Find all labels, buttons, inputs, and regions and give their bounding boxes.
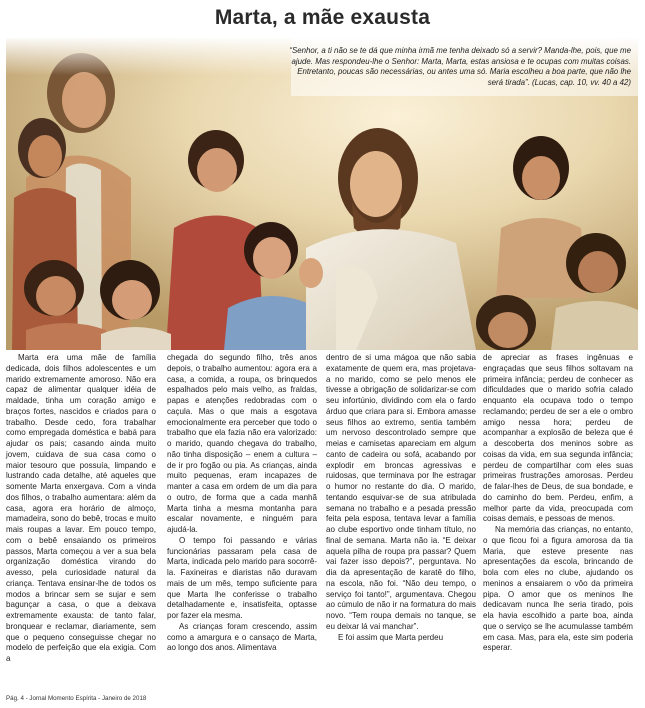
page-footer: Pág. 4 - Jornal Momento Espírita - Janeiro de 2018 (6, 695, 147, 702)
article-column-2 (167, 353, 317, 654)
epigraph-quote: “Senhor, a ti não se te dá que minha irmã me tenha deixado só a servir? Manda-lhe, pois, que me ajude. Mas respondeu-lhe o Senhor: Marta, Marta, estas ansiosa e te ocupas com muitas coisas. Entretanto, poucas são necessárias, ou antes uma só. Maria escolheu a boa parte, que não lhe será tirada”. (Lucas, cap. 10, vv. 40 a 42) (289, 46, 631, 87)
paragraph: de apreciar as frases ingênuas e engraçadas que seus filhos soltavam na primeira infância; perdeu de conhecer as dificuldades que o marido sofria calado enquanto ela ocupava todo o tempo reclamando; perdeu de ser a ele o ombro amigo nessa hora; perdeu de acompanhar a explosão de beleza que é a descoberta dos meninos sobre as coisas da vida, em sua segunda infância; perdeu de compartilhar com eles suas primeiras frustrações amorosas. Perdeu de falar-lhes de Deus, de sua bondade, e do caminho do bem. Perdeu, enfim, a melhor parte da vida, preocupada com coisas demais, e pessoas de menos. (483, 353, 633, 524)
paragraph: dentro de si uma mágoa que não sabia exatamente de quem era, mas projetava-a no marido, como se pelo menos ele tivesse a obrigação de solidarizar-se com seu infortúnio, dividindo com ela o fardo árduo que criara para si. Embora amasse seus filhos ao extremo, sentia também um nervoso descontrolado sempre que meias e camisetas apareciam em algum canto de cadeira ou sofá, acabando por explodir em broncas agressivas e ruidosas, que terminava por lhe estragar o humor no restante do dia. O marido, tentando esquivar-se de sua atribulada semana no trabalho e a pesada pressão feita pela esposa, tentava levar a família ao clube esportivo onde tinham título, no final de semana. Marta não ia. “E deixar aquela pilha de roupa pra passar? Quem vai fazer isso depois?”, perguntava. No dia da apresentação de karatê do filho, na escola, não foi. “Não deu tempo, o serviço foi tanto!”, argumentava. Chegou ao cúmulo de não ir na formatura do mais novo. “Tem roupa demais no tanque, se eu deixar lá vai manchar”. (326, 353, 476, 631)
article-column-3 (326, 353, 476, 643)
paragraph: Na memória das crianças, no entanto, o que ficou foi a figura amorosa da tia Maria, que esteve presente nas apresentações da escola, brincando de bola com eles no clube, ajudando os meninos a ensaiarem o vôo da primeira pipa. O amor que os meninos lhe dedicavam nunca lhe seria tirado, pois ela havia escolhido a parte boa, ainda que o serviço se lhe acumulasse também em casa. Mas, para ela, este sim poderia esperar. (483, 525, 633, 653)
paragraph: O tempo foi passando e várias funcionárias passaram pela casa de Marta, indicada pelo marido para socorrê-la. Faxineiras e diaristas não duravam mais de um mês, tempo suficiente para que Marta lhe conferisse o trabalho detalhadamente e, insatisfeita, optasse por fazer ela mesma. (167, 535, 317, 620)
article-column-4 (483, 353, 633, 654)
paragraph: E foi assim que Marta perdeu (338, 632, 444, 642)
article-title: Marta, a mãe exausta (214, 6, 431, 29)
paragraph: As crianças foram crescendo, assim como a amargura e o cansaço de Marta, ao longo dos anos. Alimentava (167, 621, 317, 653)
paragraph: Marta era uma mãe de família dedicada, dois filhos adolescentes e um marido extremamente amoroso. Não era capaz de alimentar qualquer idéia de maldade, tinha um coração amigo e braços fortes, nascidos e criados para o trabalho. Desde cedo, fora trabalhar como empregada doméstica e babá para ajudar os pais; casando ainda muito jovem, cuidava de sua casa como o maior tesouro que possuía, limpando e lustrando cada detalhe, até aqueles que somente Marta enxergava. Com a vinda dos filhos, o trabalho aumentara: além da casa, agora era horário de almoço, mamadeira, sono do bebê, trocas e muito mais roupas a lavar. Em pouco tempo, com o bebê ensaiando os primeiros passos, Marta começou a ver a sua bela organização doméstica virando do avesso, pela curiosidade natural da criança. Tentava ensinar-lhe de todos os modos a brincar sem se sujar e sem bagunçar a casa, o que a deixava extremamente exausta: de tanto falar, bronquear e reclamar, diariamente, sem que o pequeno conseguisse chegar no modelo de perfeição que ela exigia. Com a (6, 353, 156, 663)
article-column-1 (6, 353, 156, 665)
paragraph: chegada do segundo filho, três anos depois, o trabalho aumentou: agora era a casa, a comida, a roupa, os brinquedos espalhados pelo mais velho, as fraldas, papas e atenções redobradas com o caçula. Mas o que mais a esgotava emocionalmente era perceber que todo o trabalho que ela fazia não era valorizado: o marido, quando chegava do trabalho, não tinha disposição – enem a cultura – de ir pro fogão ou pia. As crianças, ainda muito pequenas, eram incapazes de manter a casa em ordem de um dia para o outro, de forma que a cada manhã Marta tinha a mesma montanha para escalar novamente, e ninguém para ajudá-la. (167, 353, 317, 534)
